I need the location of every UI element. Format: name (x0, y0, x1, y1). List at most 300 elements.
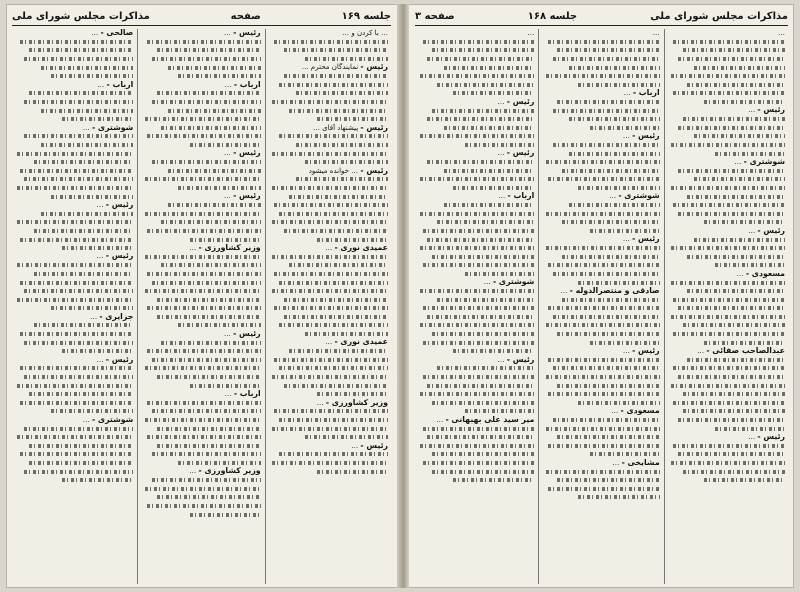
text-line (418, 467, 534, 476)
speaker-name: رئیس - (360, 123, 388, 132)
paragraph-text: … (351, 441, 359, 450)
illegible-text (24, 289, 133, 293)
paragraph-lead (270, 63, 388, 72)
paragraph-lead (142, 244, 260, 253)
illegible-text (157, 298, 261, 302)
paragraph-text: … (325, 243, 333, 252)
text-line (543, 476, 659, 485)
illegible-text (671, 384, 785, 388)
illegible-text (17, 435, 133, 439)
text-line (669, 467, 785, 476)
illegible-text (432, 452, 534, 456)
paragraph-text: … (748, 106, 756, 115)
illegible-text (423, 375, 535, 379)
illegible-text (147, 349, 261, 353)
speaker-name: شوشتری - (492, 278, 535, 287)
illegible-text (20, 452, 134, 456)
text-line (543, 115, 659, 124)
illegible-text (427, 160, 534, 164)
illegible-text (20, 332, 134, 336)
text-line (543, 390, 659, 399)
speaker-name: رئیس - (233, 29, 261, 37)
illegible-text (168, 169, 260, 173)
paragraph-text: … (778, 29, 785, 37)
text-line (142, 450, 260, 459)
paragraph-text: … (497, 97, 505, 106)
text-line (418, 115, 534, 124)
paragraph-lead (669, 106, 785, 115)
text-line (270, 278, 388, 287)
text-line (543, 399, 659, 408)
illegible-text (427, 315, 534, 319)
illegible-text (683, 409, 785, 413)
text-line (669, 313, 785, 322)
illegible-text (548, 358, 660, 362)
text-line (418, 201, 534, 210)
illegible-text (279, 83, 388, 87)
illegible-text (305, 57, 388, 61)
paragraph-text: … (612, 458, 620, 467)
paragraph-lead (142, 192, 260, 201)
text-line (15, 132, 133, 141)
text-line (669, 235, 785, 244)
text-line (418, 450, 534, 459)
illegible-text (178, 323, 261, 327)
illegible-text (687, 195, 785, 199)
speaker-name: مشایخی - (621, 458, 660, 467)
text-line (418, 81, 534, 90)
illegible-text (569, 203, 660, 207)
illegible-text (145, 418, 261, 422)
illegible-text (423, 40, 535, 44)
text-line (669, 175, 785, 184)
illegible-text (465, 409, 535, 413)
illegible-text (678, 306, 785, 310)
speaker-name: صادقی و منتصرالدوله - (569, 286, 660, 295)
text-line (418, 209, 534, 218)
paragraph-lead (270, 442, 388, 451)
paragraph-text: … (189, 467, 197, 476)
text-line (543, 433, 659, 442)
text-line (543, 442, 659, 451)
illegible-text (432, 470, 534, 474)
text-line (418, 252, 534, 261)
paragraph-lead (669, 347, 785, 356)
text-line (270, 424, 388, 433)
illegible-text (562, 220, 660, 224)
illegible-text (24, 100, 133, 104)
illegible-text (317, 392, 388, 396)
illegible-text (279, 281, 388, 285)
illegible-text (420, 177, 534, 181)
illegible-text (161, 220, 260, 224)
illegible-text (29, 392, 133, 396)
text-line (15, 347, 133, 356)
illegible-text (437, 366, 535, 370)
illegible-text (432, 401, 534, 405)
text-line (15, 476, 133, 485)
illegible-text (562, 298, 660, 302)
text-line (270, 184, 388, 193)
illegible-text (546, 427, 660, 431)
illegible-text (145, 212, 261, 216)
speaker-name: رئیس - (632, 132, 660, 141)
illegible-text (17, 220, 133, 224)
text-line (15, 399, 133, 408)
text-line (669, 141, 785, 150)
illegible-text (453, 186, 534, 190)
text-line (543, 81, 659, 90)
text-line (669, 407, 785, 416)
illegible-text (546, 160, 660, 164)
text-line (270, 330, 388, 339)
text-line (270, 89, 388, 98)
illegible-text (687, 358, 785, 362)
illegible-text (317, 470, 388, 474)
illegible-text (305, 160, 388, 164)
text-line (669, 46, 785, 55)
text-line (543, 218, 659, 227)
illegible-text (62, 246, 133, 250)
text-line (15, 55, 133, 64)
text-line (543, 338, 659, 347)
text-line (142, 510, 260, 519)
paragraph-text: … (734, 157, 742, 166)
left-page-running-title: مذاکرات مجلس شورای ملی (12, 10, 150, 22)
illegible-text (704, 341, 785, 345)
paragraph-lead (15, 313, 133, 322)
illegible-text (590, 341, 660, 345)
text-line (270, 201, 388, 210)
illegible-text (145, 255, 261, 259)
text-line (270, 81, 388, 90)
text-line (669, 98, 785, 107)
illegible-text (145, 117, 261, 121)
left-header-rule (12, 25, 391, 26)
paragraph-text: … (748, 226, 756, 235)
left-page-header (12, 8, 391, 24)
text-line (142, 55, 260, 64)
text-line (270, 356, 388, 365)
illegible-text (671, 461, 785, 465)
text-line (418, 184, 534, 193)
paragraph-text: … (224, 80, 232, 89)
illegible-text (548, 177, 660, 181)
text-line (418, 424, 534, 433)
text-line (15, 450, 133, 459)
paragraph-lead (270, 399, 388, 408)
illegible-text (279, 418, 388, 422)
illegible-text (152, 281, 261, 285)
illegible-text (168, 109, 260, 113)
illegible-text (161, 126, 260, 130)
text-line (418, 175, 534, 184)
text-line (418, 106, 534, 115)
illegible-text (20, 401, 134, 405)
text-line (270, 72, 388, 81)
text-line (669, 38, 785, 47)
text-line (270, 381, 388, 390)
illegible-text (279, 134, 388, 138)
illegible-text (157, 315, 261, 319)
text-line (270, 55, 388, 64)
speaker-name: رئیس - (233, 329, 261, 338)
illegible-text (444, 66, 535, 70)
text-line (669, 321, 785, 330)
illegible-text (465, 143, 535, 147)
illegible-text (671, 74, 785, 78)
left-column-3 (11, 29, 138, 584)
illegible-text (546, 323, 660, 327)
text-line (142, 38, 260, 47)
illegible-text (41, 66, 133, 70)
text-line (15, 330, 133, 339)
illegible-text (578, 281, 659, 285)
text-line (543, 295, 659, 304)
paragraph-text: … (325, 338, 333, 347)
illegible-text (432, 255, 534, 259)
text-line (418, 55, 534, 64)
text-line (669, 55, 785, 64)
illegible-text (557, 332, 659, 336)
speaker-name: رئیس - (360, 441, 388, 450)
text-line (142, 416, 260, 425)
speaker-name: ارباب - (106, 80, 134, 89)
illegible-text (29, 461, 133, 465)
illegible-text (24, 177, 133, 181)
illegible-text (423, 461, 535, 465)
illegible-text (432, 109, 534, 113)
text-line (418, 227, 534, 236)
illegible-text (279, 323, 388, 327)
illegible-text (272, 461, 388, 465)
speaker-name: وزیر کشاورزی - (198, 243, 261, 252)
illegible-text (432, 332, 534, 336)
text-line (15, 184, 133, 193)
paragraph-text: … (82, 123, 90, 132)
text-line (418, 321, 534, 330)
illegible-text (24, 341, 133, 345)
text-line (669, 72, 785, 81)
speaker-name: شوشتری - (743, 157, 785, 166)
illegible-text (29, 91, 133, 95)
text-line (15, 72, 133, 81)
illegible-text (590, 229, 660, 233)
paragraph-text: … (527, 29, 535, 37)
text-line (543, 278, 659, 287)
text-line (15, 459, 133, 468)
illegible-text (683, 117, 785, 121)
paragraph-lead (142, 81, 260, 90)
illegible-text (317, 117, 388, 121)
illegible-text (274, 272, 388, 276)
text-line (669, 304, 785, 313)
illegible-text (190, 143, 261, 147)
text-line (669, 192, 785, 201)
text-line (15, 141, 133, 150)
text-line (270, 467, 388, 476)
paragraph-text: … (652, 29, 660, 37)
paragraph-text: … (609, 192, 617, 201)
text-line (418, 132, 534, 141)
illegible-text (274, 203, 388, 207)
illegible-text (678, 126, 785, 130)
illegible-text (678, 169, 785, 173)
paragraph-text: … (611, 407, 619, 416)
text-line (418, 158, 534, 167)
illegible-text (168, 203, 260, 207)
text-line (15, 209, 133, 218)
paragraph-text: … (483, 278, 491, 287)
speaker-name: عمیدی نوری - (334, 338, 388, 347)
left-page (6, 4, 397, 588)
text-line (15, 407, 133, 416)
text-line (15, 218, 133, 227)
text-line (142, 132, 260, 141)
text-line (543, 55, 659, 64)
illegible-text (683, 470, 785, 474)
illegible-text (678, 375, 785, 379)
illegible-text (444, 126, 535, 130)
text-line (142, 278, 260, 287)
illegible-text (51, 409, 134, 413)
illegible-text (305, 435, 388, 439)
right-page-running-title: مذاکرات مجلس شورای ملی (650, 10, 788, 22)
illegible-text (279, 452, 388, 456)
illegible-text (147, 401, 261, 405)
text-line (418, 235, 534, 244)
text-line (543, 381, 659, 390)
illegible-text (423, 229, 535, 233)
text-line (142, 98, 260, 107)
text-line (543, 321, 659, 330)
text-line (15, 235, 133, 244)
illegible-text (289, 263, 388, 267)
paragraph-text: … (498, 192, 506, 201)
paragraph-lead (142, 467, 260, 476)
illegible-text (557, 384, 659, 388)
paragraph-text: … (560, 286, 568, 295)
text-line (669, 381, 785, 390)
text-line (142, 270, 260, 279)
illegible-text (423, 263, 535, 267)
illegible-text (24, 57, 133, 61)
text-line (142, 261, 260, 270)
text-line (270, 209, 388, 218)
text-line (15, 89, 133, 98)
illegible-text (590, 126, 660, 130)
illegible-text (20, 281, 134, 285)
illegible-text (272, 427, 388, 431)
paragraph-lead (543, 287, 659, 296)
paragraph-text: … (224, 389, 232, 398)
text-line (543, 244, 659, 253)
speaker-name: وزیر کشاورزی - (198, 467, 261, 476)
paragraph-text: … (189, 243, 197, 252)
text-line (543, 141, 659, 150)
text-line (270, 321, 388, 330)
text-line (543, 493, 659, 502)
illegible-text (578, 401, 659, 405)
illegible-text (289, 349, 388, 353)
illegible-text (437, 220, 535, 224)
illegible-text (62, 117, 133, 121)
text-line (270, 364, 388, 373)
text-line (270, 373, 388, 382)
right-page-header (415, 8, 788, 24)
illegible-text (272, 186, 388, 190)
text-line (543, 184, 659, 193)
illegible-text (190, 513, 261, 517)
paragraph-text: … (748, 432, 756, 441)
paragraph-lead (270, 338, 388, 347)
illegible-text (24, 375, 133, 379)
text-line (142, 424, 260, 433)
text-line (543, 467, 659, 476)
illegible-text (704, 478, 785, 482)
text-line (15, 321, 133, 330)
illegible-text (17, 263, 133, 267)
paragraph-lead (270, 29, 388, 38)
text-line (543, 304, 659, 313)
illegible-text (678, 212, 785, 216)
text-line (669, 390, 785, 399)
illegible-text (704, 220, 785, 224)
text-line (15, 106, 133, 115)
paragraph-lead (543, 459, 659, 468)
illegible-text (562, 255, 660, 259)
illegible-text (546, 375, 660, 379)
paragraph-lead (418, 192, 534, 201)
text-line (543, 201, 659, 210)
text-line (142, 46, 260, 55)
text-line (270, 218, 388, 227)
text-line (142, 356, 260, 365)
text-line (15, 304, 133, 313)
paragraph-text: … (436, 415, 444, 424)
text-line (543, 149, 659, 158)
text-line (669, 476, 785, 485)
illegible-text (420, 74, 534, 78)
illegible-text (420, 246, 534, 250)
text-line (669, 416, 785, 425)
text-line (669, 278, 785, 287)
text-line (543, 313, 659, 322)
illegible-text (704, 100, 785, 104)
illegible-text (427, 117, 534, 121)
text-line (669, 89, 785, 98)
text-line (418, 304, 534, 313)
text-line (270, 459, 388, 468)
illegible-text (687, 83, 785, 87)
paragraph-text: … (623, 89, 631, 98)
illegible-text (145, 366, 261, 370)
text-line (418, 347, 534, 356)
text-line (270, 407, 388, 416)
speaker-name: ارباب - (632, 89, 660, 98)
illegible-text (569, 66, 660, 70)
text-line (142, 433, 260, 442)
illegible-text (272, 255, 388, 259)
text-line (270, 192, 388, 201)
speaker-name: ارباب - (233, 80, 261, 89)
speaker-name: رئیس - (506, 97, 535, 106)
text-line (543, 364, 659, 373)
right-page (409, 4, 794, 588)
paragraph-lead (543, 235, 659, 244)
illegible-text (420, 392, 534, 396)
illegible-text (546, 246, 660, 250)
